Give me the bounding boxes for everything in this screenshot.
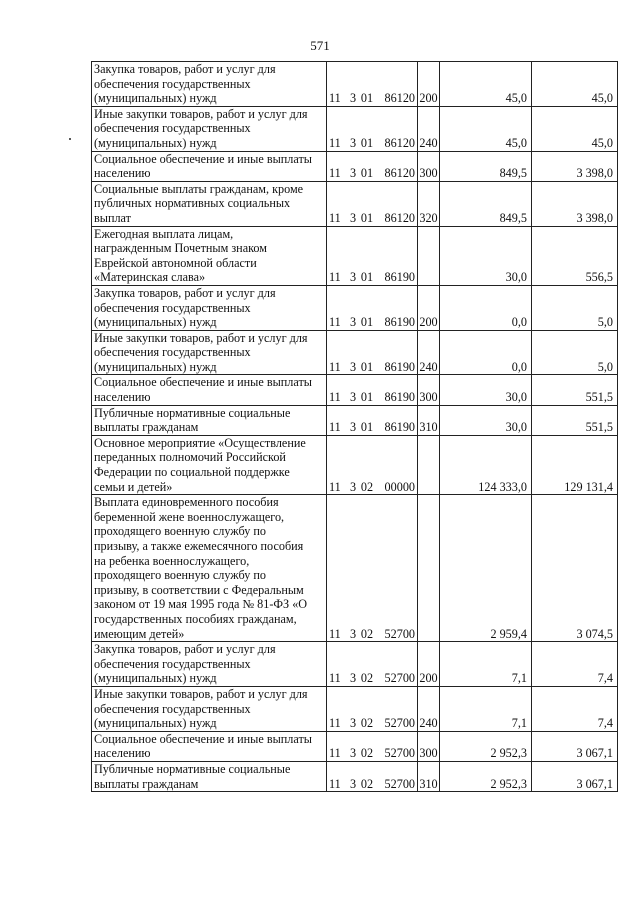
code-part: 3 xyxy=(349,626,357,641)
row-value-year1: 30,0 xyxy=(440,375,532,405)
row-value-year1: 849,5 xyxy=(440,181,532,226)
row-name-line: Закупка товаров, работ и услуг для xyxy=(94,642,276,657)
code-part: 01 xyxy=(360,390,374,405)
table-row xyxy=(92,435,618,494)
row-name-line: имеющим детей» xyxy=(94,626,185,641)
row-name-line: населению xyxy=(94,166,151,181)
code-part: 3 xyxy=(349,359,357,374)
row-name-line: семьи и детей» xyxy=(94,479,173,494)
row-expense-type: 300 xyxy=(418,731,440,761)
row-name-line: публичных нормативных социальных xyxy=(94,196,291,211)
code-part: 3 xyxy=(349,135,357,150)
row-code xyxy=(327,405,418,435)
table-row xyxy=(92,285,618,330)
code-part: 11 xyxy=(329,390,341,405)
row-name xyxy=(92,405,327,435)
row-value-year2: 45,0 xyxy=(532,62,618,107)
row-code xyxy=(327,62,418,107)
row-name xyxy=(92,181,327,226)
row-code xyxy=(327,375,418,405)
code-part: 52700 xyxy=(384,776,415,791)
row-code xyxy=(327,495,418,642)
row-name-line: обеспечения государственных xyxy=(94,76,251,91)
row-name-line: выплат xyxy=(94,210,131,225)
row-name-line: Иные закупки товаров, работ и услуг для xyxy=(94,106,308,121)
code-part: 11 xyxy=(329,315,341,330)
row-name-line: проходящего военную службу по xyxy=(94,524,267,539)
row-name-line: Закупка товаров, работ и услуг для xyxy=(94,62,276,76)
row-name-line: обеспечения государственных xyxy=(94,300,251,315)
row-value-year1: 45,0 xyxy=(440,106,532,151)
row-name-line: обеспечения государственных xyxy=(94,656,251,671)
row-name-line: Социальное обеспечение и иные выплаты xyxy=(94,151,312,166)
code-part: 11 xyxy=(329,776,341,791)
row-expense-type xyxy=(418,226,440,285)
code-part: 52700 xyxy=(384,626,415,641)
row-name xyxy=(92,495,327,642)
code-part: 11 xyxy=(329,166,341,181)
row-expense-type: 200 xyxy=(418,62,440,107)
row-name xyxy=(92,435,327,494)
code-part: 01 xyxy=(360,135,374,150)
row-name-line: Закупка товаров, работ и услуг для xyxy=(94,285,276,300)
code-part: 52700 xyxy=(384,746,415,761)
code-part: 01 xyxy=(360,270,374,285)
budget-table xyxy=(91,61,618,792)
row-name-line: Социальные выплаты гражданам, кроме xyxy=(94,181,304,196)
code-part: 11 xyxy=(329,716,341,731)
row-value-year2: 5,0 xyxy=(532,285,618,330)
row-value-year2: 551,5 xyxy=(532,375,618,405)
table-row xyxy=(92,62,618,107)
table-row xyxy=(92,106,618,151)
row-value-year1: 45,0 xyxy=(440,62,532,107)
code-part: 3 xyxy=(349,91,357,106)
row-expense-type: 240 xyxy=(418,330,440,375)
code-part: 02 xyxy=(360,746,374,761)
row-name-line: Публичные нормативные социальные xyxy=(94,405,291,420)
row-expense-type: 300 xyxy=(418,151,440,181)
row-name-line: законом от 19 мая 1995 года № 81-ФЗ «О xyxy=(94,597,308,612)
code-part: 86190 xyxy=(384,270,415,285)
code-part: 11 xyxy=(329,479,341,494)
row-value-year2: 7,4 xyxy=(532,642,618,687)
row-code xyxy=(327,226,418,285)
code-part: 11 xyxy=(329,91,341,106)
row-value-year1: 0,0 xyxy=(440,285,532,330)
row-name-line: призыву, а также ежемесячного пособия xyxy=(94,539,304,553)
row-value-year2: 129 131,4 xyxy=(532,435,618,494)
code-part: 86120 xyxy=(384,91,415,106)
code-part: 02 xyxy=(360,776,374,791)
table-row xyxy=(92,405,618,435)
row-code xyxy=(327,106,418,151)
row-expense-type: 240 xyxy=(418,686,440,731)
row-name-line: обеспечения государственных xyxy=(94,701,251,716)
row-name xyxy=(92,285,327,330)
table-row xyxy=(92,226,618,285)
code-part: 86190 xyxy=(384,315,415,330)
row-name-line: на ребенка военнослужащего, xyxy=(94,553,250,568)
row-value-year1: 0,0 xyxy=(440,330,532,375)
row-name-line: Иные закупки товаров, работ и услуг для xyxy=(94,686,308,701)
table-row xyxy=(92,375,618,405)
code-part: 86190 xyxy=(384,359,415,374)
code-part: 01 xyxy=(360,420,374,435)
row-value-year1: 30,0 xyxy=(440,405,532,435)
code-part: 3 xyxy=(349,671,357,686)
code-part: 02 xyxy=(360,626,374,641)
row-name xyxy=(92,642,327,687)
budget-table-body xyxy=(92,62,618,792)
table-row xyxy=(92,686,618,731)
row-expense-type: 200 xyxy=(418,285,440,330)
code-part: 11 xyxy=(329,671,341,686)
row-name-line: выплаты гражданам xyxy=(94,776,199,791)
code-part: 01 xyxy=(360,91,374,106)
row-code xyxy=(327,435,418,494)
table-row xyxy=(92,642,618,687)
row-expense-type: 310 xyxy=(418,761,440,791)
row-value-year1: 2 952,3 xyxy=(440,761,532,791)
code-part: 52700 xyxy=(384,671,415,686)
row-name-line: проходящего военную службу по xyxy=(94,568,267,583)
code-part: 86190 xyxy=(384,420,415,435)
row-expense-type xyxy=(418,435,440,494)
row-value-year1: 7,1 xyxy=(440,642,532,687)
code-part: 3 xyxy=(349,420,357,435)
row-name-line: Публичные нормативные социальные xyxy=(94,761,291,776)
row-name-line: (муниципальных) нужд xyxy=(94,135,217,150)
code-part: 01 xyxy=(360,166,374,181)
row-name-line: Иные закупки товаров, работ и услуг для xyxy=(94,330,308,345)
row-expense-type: 320 xyxy=(418,181,440,226)
row-code xyxy=(327,285,418,330)
code-part: 86120 xyxy=(384,210,415,225)
code-part: 86190 xyxy=(384,390,415,405)
row-code xyxy=(327,330,418,375)
row-name-line: (муниципальных) нужд xyxy=(94,716,217,731)
row-name-line: (муниципальных) нужд xyxy=(94,359,217,374)
stray-mark xyxy=(69,138,71,140)
row-expense-type: 240 xyxy=(418,106,440,151)
row-name xyxy=(92,375,327,405)
row-name xyxy=(92,761,327,791)
code-part: 11 xyxy=(329,420,341,435)
row-value-year2: 5,0 xyxy=(532,330,618,375)
row-name-line: беременной жене военнослужащего, xyxy=(94,509,285,524)
row-name-line: (муниципальных) нужд xyxy=(94,671,217,686)
row-value-year1: 124 333,0 xyxy=(440,435,532,494)
row-code xyxy=(327,181,418,226)
row-name-line: Федерации по социальной поддержке xyxy=(94,465,290,480)
row-name xyxy=(92,686,327,731)
row-name-line: Ежегодная выплата лицам, xyxy=(94,226,234,241)
row-name-line: Социальное обеспечение и иные выплаты xyxy=(94,375,312,390)
row-value-year2: 551,5 xyxy=(532,405,618,435)
code-part: 3 xyxy=(349,166,357,181)
row-name-line: Еврейской автономной области xyxy=(94,255,257,270)
code-part: 02 xyxy=(360,716,374,731)
row-name xyxy=(92,62,327,107)
row-name-line: (муниципальных) нужд xyxy=(94,315,217,330)
row-value-year1: 2 952,3 xyxy=(440,731,532,761)
row-name-line: государственных пособиях гражданам, xyxy=(94,611,297,626)
row-value-year1: 849,5 xyxy=(440,151,532,181)
row-expense-type xyxy=(418,495,440,642)
code-part: 3 xyxy=(349,776,357,791)
code-part: 3 xyxy=(349,479,357,494)
row-value-year2: 3 398,0 xyxy=(532,181,618,226)
table-row xyxy=(92,330,618,375)
table-row xyxy=(92,495,618,642)
row-name xyxy=(92,731,327,761)
row-value-year2: 45,0 xyxy=(532,106,618,151)
code-part: 52700 xyxy=(384,716,415,731)
row-code xyxy=(327,686,418,731)
row-value-year2: 556,5 xyxy=(532,226,618,285)
row-value-year2: 3 067,1 xyxy=(532,731,618,761)
code-part: 11 xyxy=(329,135,341,150)
row-name-line: Основное мероприятие «Осуществление xyxy=(94,435,306,450)
row-name-line: населению xyxy=(94,746,151,761)
row-name-line: призыву, в соответствии с Федеральным xyxy=(94,582,304,597)
row-name-line: обеспечения государственных xyxy=(94,345,251,360)
row-name-line: Социальное обеспечение и иные выплаты xyxy=(94,731,312,746)
table-row xyxy=(92,181,618,226)
row-name xyxy=(92,106,327,151)
code-part: 3 xyxy=(349,716,357,731)
table-row xyxy=(92,151,618,181)
row-name-line: выплаты гражданам xyxy=(94,420,199,435)
row-value-year2: 3 398,0 xyxy=(532,151,618,181)
page-number: 571 xyxy=(310,38,330,53)
code-part: 11 xyxy=(329,270,341,285)
row-value-year1: 2 959,4 xyxy=(440,495,532,642)
row-expense-type: 200 xyxy=(418,642,440,687)
row-expense-type: 310 xyxy=(418,405,440,435)
row-code xyxy=(327,761,418,791)
code-part: 86120 xyxy=(384,166,415,181)
code-part: 3 xyxy=(349,270,357,285)
row-name-line: «Материнская слава» xyxy=(94,270,206,285)
code-part: 3 xyxy=(349,390,357,405)
row-name-line: переданных полномочий Российской xyxy=(94,450,286,465)
code-part: 11 xyxy=(329,359,341,374)
table-row xyxy=(92,761,618,791)
row-name-line: награжденным Почетным знаком xyxy=(94,241,267,256)
code-part: 01 xyxy=(360,315,374,330)
code-part: 02 xyxy=(360,671,374,686)
code-part: 11 xyxy=(329,746,341,761)
code-part: 01 xyxy=(360,210,374,225)
row-name-line: Выплата единовременного пособия xyxy=(94,495,279,510)
row-code xyxy=(327,731,418,761)
code-part: 02 xyxy=(360,479,374,494)
code-part: 01 xyxy=(360,359,374,374)
code-part: 11 xyxy=(329,210,341,225)
code-part: 3 xyxy=(349,210,357,225)
code-part: 00000 xyxy=(384,479,415,494)
row-value-year2: 3 067,1 xyxy=(532,761,618,791)
table-row xyxy=(92,731,618,761)
code-part: 3 xyxy=(349,746,357,761)
code-part: 86120 xyxy=(384,135,415,150)
row-value-year2: 7,4 xyxy=(532,686,618,731)
row-expense-type: 300 xyxy=(418,375,440,405)
row-value-year2: 3 074,5 xyxy=(532,495,618,642)
row-name-line: (муниципальных) нужд xyxy=(94,91,217,106)
row-code xyxy=(327,642,418,687)
code-part: 3 xyxy=(349,315,357,330)
code-part: 11 xyxy=(329,626,341,641)
row-value-year1: 30,0 xyxy=(440,226,532,285)
row-name xyxy=(92,226,327,285)
row-name xyxy=(92,151,327,181)
row-name xyxy=(92,330,327,375)
row-code xyxy=(327,151,418,181)
row-name-line: обеспечения государственных xyxy=(94,121,251,136)
row-value-year1: 7,1 xyxy=(440,686,532,731)
row-name-line: населению xyxy=(94,390,151,405)
